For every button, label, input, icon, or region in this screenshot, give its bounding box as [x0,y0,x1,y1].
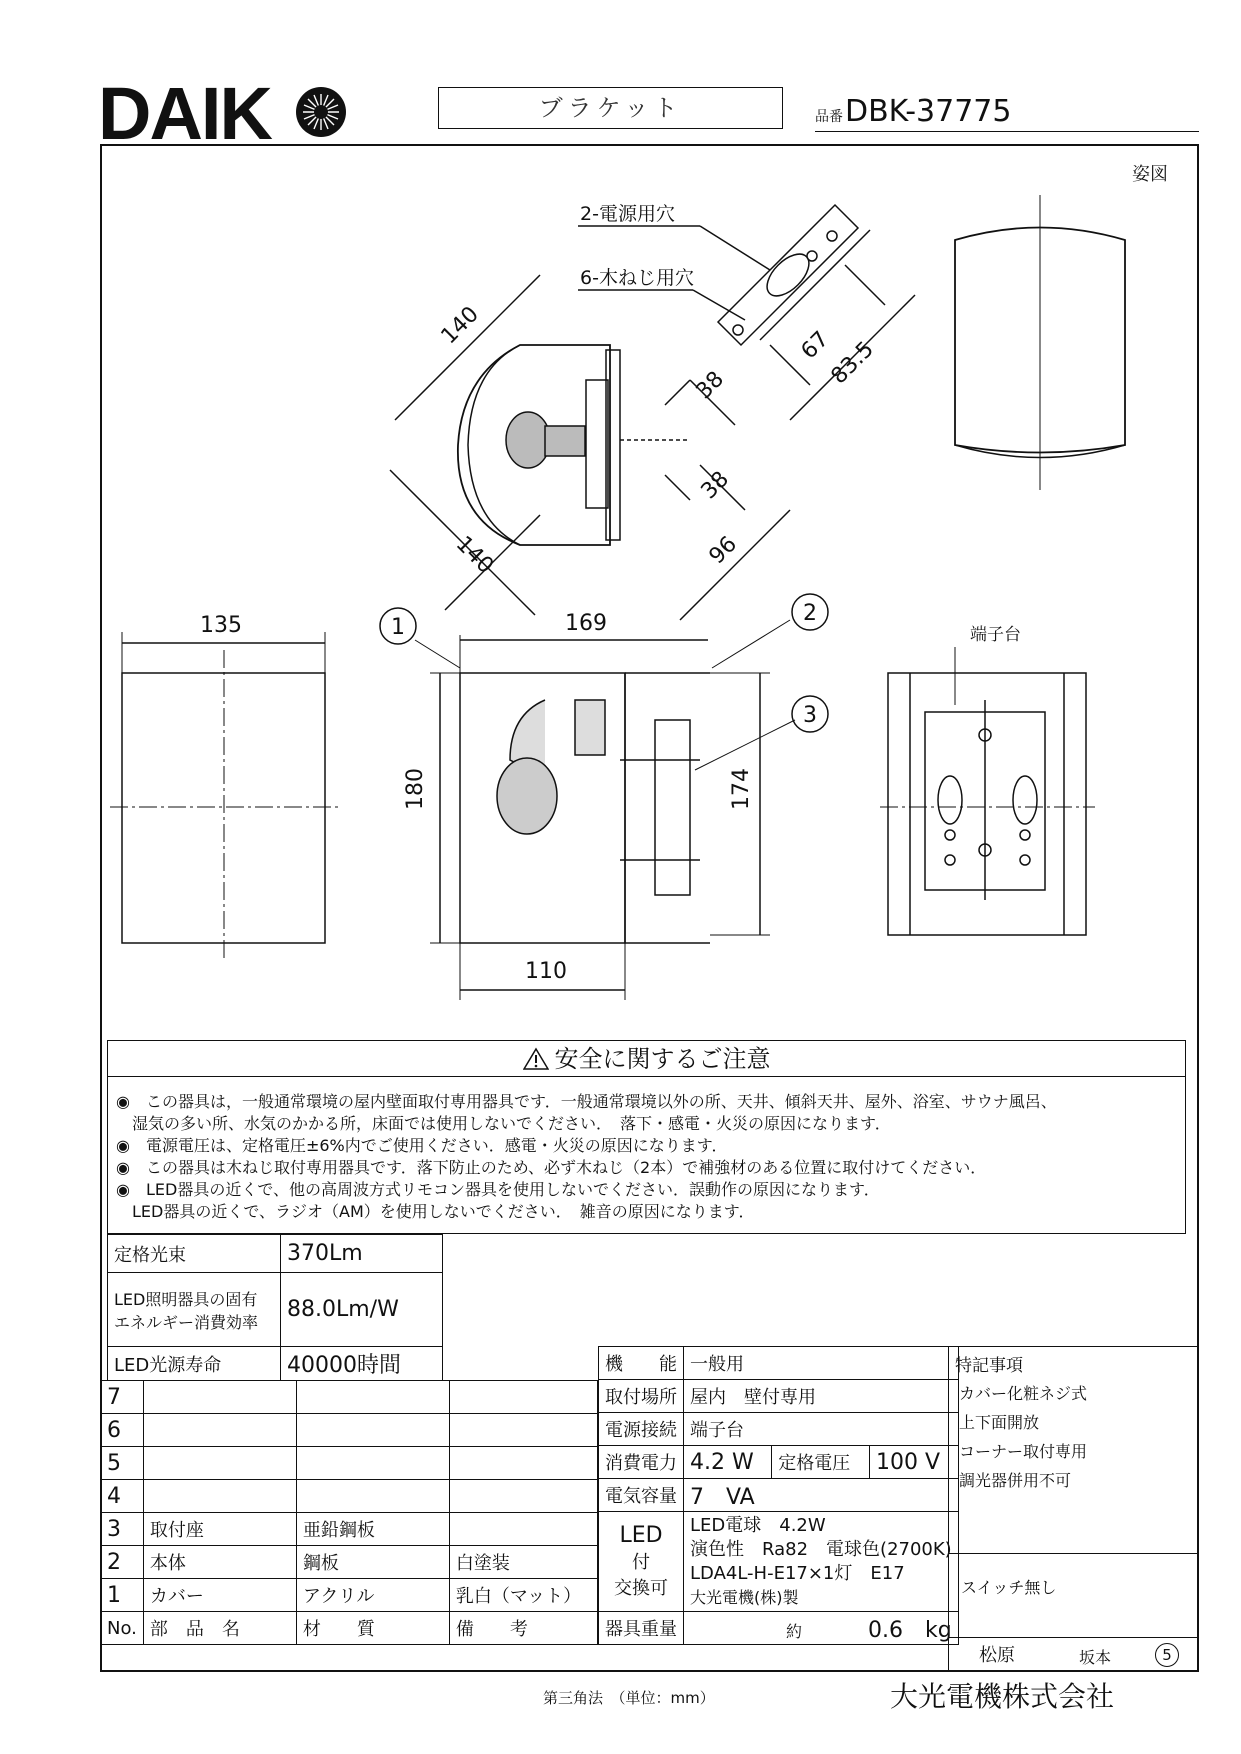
callout-2-label: 2 [803,601,817,626]
remark-item: コーナー取付専用 [959,1442,1088,1461]
led-line-3: LDA4L-H-E17×1灯 E17 [690,1562,905,1584]
remarks-title: 特記事項 [955,1356,1023,1376]
voltage-value: 100 V [870,1446,959,1479]
notice-line-5: ◉ LED器具の近くで、他の高周波方式リモコン器具を使用しないでください．誤動作の原因になります． [116,1180,880,1199]
perspective-view [955,195,1125,490]
dim-140-top: 140 [436,301,484,350]
part-material: 亜鉛鋼板 [296,1513,449,1546]
led-line-4: 大光電機(株)製 [690,1587,799,1607]
view-label: 姿図 [1132,164,1168,185]
part-name [143,1381,296,1414]
part-name [143,1480,296,1513]
power-value: 4.2 W [684,1446,772,1479]
part-note: 白塗装 [449,1546,597,1579]
remark-item: 上下面開放 [959,1413,1040,1432]
notice-title [108,1041,1185,1077]
led-line-2: 演色性 Ra82 電球色(2700K) [690,1538,952,1560]
callout-3 [792,696,828,732]
weight-prefix: 約 [785,1621,802,1641]
notice-title-text: 安全に関するご注意 [554,1045,771,1073]
part-material: 鋼板 [296,1546,449,1579]
maker-name: 大光電機株式会社 [890,1680,1115,1713]
eff-label-2: エネルギー消費効率 [114,1312,259,1332]
parts-header-material: 材 質 [296,1612,449,1645]
remarks-list [959,1379,1087,1495]
notice-line-4: ◉ この器具は木ねじ取付専用器具です．落下防止のため、必ず木ねじ（2本）で補強材のある位置に取付けてください． [116,1158,987,1177]
part-note: 乳白（マット） [449,1579,597,1612]
warning-icon [523,1047,549,1071]
dim-38-b: 38 [696,466,735,505]
part-material: アクリル [296,1579,449,1612]
eff-label-1: LED照明器具の固有 [114,1289,258,1309]
led-line-1: LED電球 4.2W [690,1514,826,1536]
notice-text-5: LED器具の近くで、他の高周波方式リモコン器具を使用しないでください．誤動作の原因になります． [145,1180,880,1199]
power-label: 消費電力 [599,1446,684,1479]
life-label: LED光源寿命 [108,1347,281,1381]
brand-logo-text: DAIK [98,72,271,155]
mount-plate-detail [718,205,915,420]
capacity-label: 電気容量 [599,1479,684,1512]
dim-38-a: 38 [691,366,730,405]
part-name: 取付座 [143,1513,296,1546]
dim-67: 67 [796,326,835,365]
terminal-label: 端子台 [970,625,1021,645]
product-category: ブラケット [438,87,783,129]
parts-header-name: 部 品 名 [143,1612,296,1645]
model-number-value: DBK-37775 [845,94,1012,129]
notice-text-3: 電源電圧は、定格電圧±6%内でご使用ください．感電・火災の原因になります． [145,1136,728,1155]
hole-label-power: 2-電源用穴 [580,203,675,225]
remarks-box [948,1346,1199,1672]
mount-label: 取付場所 [599,1380,684,1413]
callout-2 [792,594,828,630]
dim-174: 174 [729,768,754,810]
part-material [296,1414,449,1447]
notice-text-1: この器具は，一般通常環境の屋内壁面取付専用器具です．一般通常環境以外の所、天井、傾斜天井、屋外、浴室、サウナ風呂、 [145,1092,1057,1111]
led-info [684,1512,959,1612]
voltage-label: 定格電圧 [772,1446,870,1479]
part-no: 6 [101,1414,144,1447]
callout-1 [380,608,416,644]
projection-note: 第三角法 （単位：mm） [543,1689,715,1707]
flux-label: 定格光束 [108,1235,281,1273]
part-name [143,1414,296,1447]
dim-180: 180 [403,768,428,810]
dim-96: 96 [704,531,743,570]
part-material [296,1480,449,1513]
efficiency-value: 88.0Lm/W [281,1273,443,1347]
callout-1-label: 1 [391,615,405,640]
dim-83-5: 83.5 [826,336,879,390]
model-prefix: 品番 [815,109,843,125]
sign-divider [949,1637,1198,1638]
parts-header-no: No. [101,1612,144,1645]
mount-value: 屋内 壁付専用 [684,1380,959,1413]
part-no: 2 [101,1546,144,1579]
remark-item: 調光器併用不可 [959,1471,1072,1490]
part-name [143,1447,296,1480]
notice-line-6: LED器具の近くで、ラジオ（AM）を使用しないでください． 雑音の原因になります． [132,1202,755,1221]
dim-110: 110 [525,959,567,984]
part-note [449,1513,597,1546]
remarks-divider [949,1553,1198,1554]
rear-view [880,647,1095,935]
notice-line-3: ◉ 電源電圧は、定格電圧±6%内でご使用ください．感電・火災の原因になります． [116,1136,728,1155]
function-value: 一般用 [684,1347,959,1380]
capacity-value: 7 VA [684,1479,959,1512]
performance-table [107,1234,443,1381]
weight-label: 器具重量 [599,1612,684,1645]
notice-line-2: 湿気の多い所、水気のかかる所，床面では使用しないでください． 落下・感電・火災の原因になります． [132,1114,891,1133]
dim-135: 135 [200,613,242,638]
led-label [599,1512,684,1612]
part-no: 5 [101,1447,144,1480]
dim-169: 169 [565,611,607,636]
hole-label-screw: 6-木ねじ用穴 [580,267,694,289]
front-view-left [110,632,340,960]
switch-note: スイッチ無し [961,1578,1057,1597]
flux-value: 370Lm [281,1235,443,1273]
led-label-1: LED [619,1523,663,1548]
dim-140-bottom: 140 [450,531,499,579]
part-no: 7 [101,1381,144,1414]
part-note [449,1447,597,1480]
signature-2: 坂本 [1079,1648,1112,1667]
part-material [296,1447,449,1480]
connection-value: 端子台 [684,1413,959,1446]
part-note [449,1381,597,1414]
life-value: 40000時間 [281,1347,443,1381]
revision-number: 5 [1155,1643,1179,1667]
parts-header-note: 備 考 [449,1612,597,1645]
safety-notice [107,1040,1186,1234]
notice-line-1: ◉ この器具は，一般通常環境の屋内壁面取付専用器具です．一般通常環境以外の所、天井、傾斜天井、屋外、浴室、サウナ風呂、 [116,1092,1057,1111]
part-note [449,1480,597,1513]
signature-1: 松原 [979,1645,1015,1666]
remark-item: カバー化粧ネジ式 [959,1384,1088,1403]
part-note [449,1414,597,1447]
notice-text-4: この器具は木ねじ取付専用器具です．落下防止のため、必ず木ねじ（2本）で補強材のある位置に取付けてください． [145,1158,987,1177]
part-name: カバー [143,1579,296,1612]
led-label-3: 交換可 [614,1578,668,1599]
connection-label: 電源接続 [599,1413,684,1446]
efficiency-label [108,1273,281,1347]
weight-value: 0.6 kg [868,1617,952,1643]
led-label-2: 付 [632,1552,650,1573]
part-name: 本体 [143,1546,296,1579]
parts-table [100,1380,598,1645]
weight-cell [684,1612,959,1645]
part-material [296,1381,449,1414]
part-no: 4 [101,1480,144,1513]
function-label: 機 能 [599,1347,684,1380]
spec-table [598,1346,959,1645]
callout-3-label: 3 [803,703,817,728]
part-no: 3 [101,1513,144,1546]
part-no: 1 [101,1579,144,1612]
